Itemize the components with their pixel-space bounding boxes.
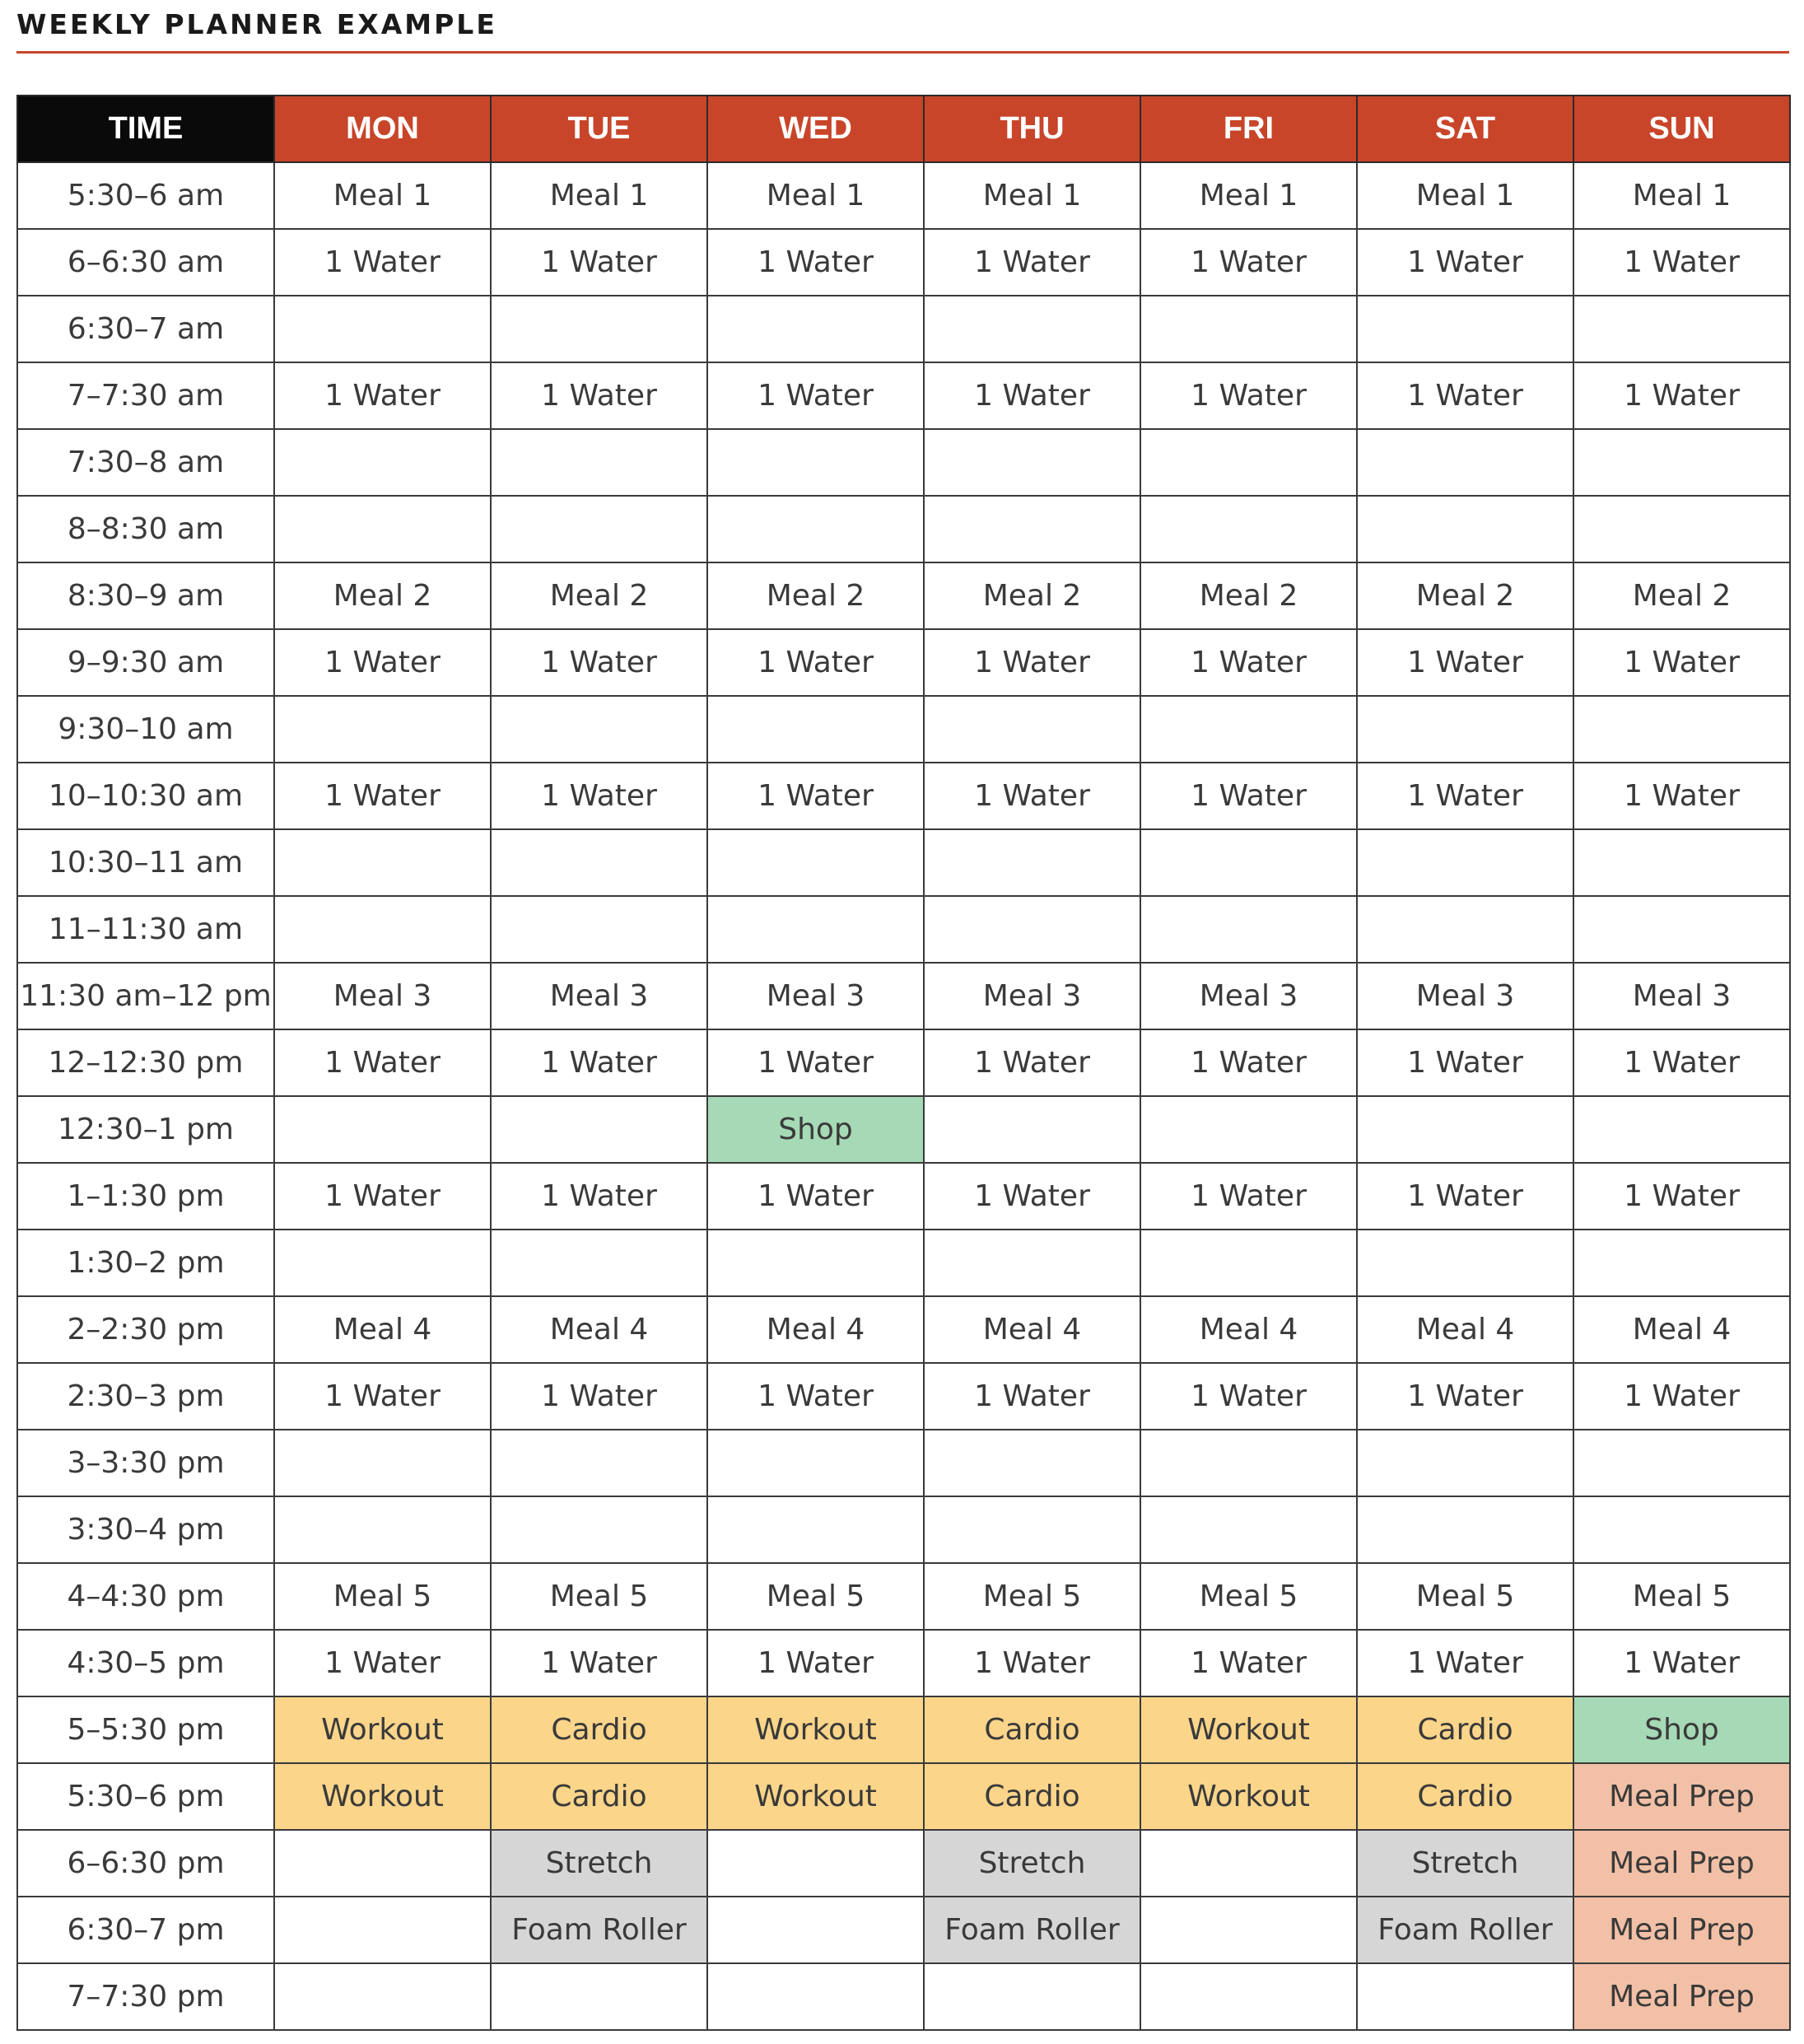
cell-sun: [1573, 296, 1790, 362]
cell-tue: [491, 1963, 707, 2030]
cell-mon: [274, 829, 491, 896]
table-row: [17, 1763, 1790, 1830]
time-slot-cell: 3:30–4 pm: [17, 1496, 274, 1563]
cell-wed: 1 Water: [707, 362, 924, 429]
cell-thu: [924, 1963, 1140, 2030]
cell-sun: [1573, 1096, 1790, 1163]
cell-sun: [1573, 1430, 1790, 1496]
cell-fri: 1 Water: [1140, 362, 1357, 429]
cell-wed: 1 Water: [707, 763, 924, 829]
time-slot-cell: 7:30–8 am: [17, 429, 274, 496]
cell-sun: 1 Water: [1573, 229, 1790, 296]
cell-wed: [707, 829, 924, 896]
table-row: [17, 696, 1790, 763]
cell-fri: 1 Water: [1140, 763, 1357, 829]
time-slot-cell: 1:30–2 pm: [17, 1230, 274, 1296]
time-slot-cell: 5–5:30 pm: [17, 1696, 274, 1763]
cell-thu: Cardio: [924, 1763, 1140, 1830]
time-slot-cell: 6:30–7 pm: [17, 1897, 274, 1963]
cell-sat: [1357, 1430, 1573, 1496]
cell-tue: 1 Water: [491, 362, 707, 429]
cell-fri: [1140, 1496, 1357, 1563]
weekly-planner-table: [16, 95, 1791, 2031]
time-slot-cell: 1–1:30 pm: [17, 1163, 274, 1230]
cell-sun: Meal Prep: [1573, 1763, 1790, 1830]
time-slot-cell: 6:30–7 am: [17, 296, 274, 362]
cell-thu: Meal 2: [924, 562, 1140, 629]
cell-fri: Meal 5: [1140, 1563, 1357, 1630]
cell-fri: Workout: [1140, 1696, 1357, 1763]
cell-sun: Meal Prep: [1573, 1963, 1790, 2030]
cell-mon: 1 Water: [274, 362, 491, 429]
cell-thu: [924, 1230, 1140, 1296]
cell-wed: [707, 1230, 924, 1296]
cell-sun: Meal 4: [1573, 1296, 1790, 1363]
cell-mon: Meal 1: [274, 162, 491, 229]
cell-sat: [1357, 296, 1573, 362]
table-row: [17, 429, 1790, 496]
cell-wed: [707, 1496, 924, 1563]
cell-tue: [491, 496, 707, 562]
cell-fri: [1140, 1230, 1357, 1296]
table-row: [17, 1830, 1790, 1897]
cell-fri: 1 Water: [1140, 629, 1357, 696]
time-slot-cell: 11:30 am–12 pm: [17, 963, 274, 1029]
cell-wed: Meal 1: [707, 162, 924, 229]
cell-sat: Meal 3: [1357, 963, 1573, 1029]
table-row: [17, 1363, 1790, 1430]
cell-thu: Meal 4: [924, 1296, 1140, 1363]
cell-sat: [1357, 429, 1573, 496]
cell-mon: Meal 5: [274, 1563, 491, 1630]
cell-thu: Meal 3: [924, 963, 1140, 1029]
cell-mon: 1 Water: [274, 629, 491, 696]
cell-fri: [1140, 1096, 1357, 1163]
cell-sat: 1 Water: [1357, 1363, 1573, 1430]
cell-thu: 1 Water: [924, 229, 1140, 296]
cell-thu: [924, 429, 1140, 496]
cell-thu: Meal 1: [924, 162, 1140, 229]
cell-mon: Meal 3: [274, 963, 491, 1029]
header-time: TIME: [17, 96, 274, 162]
cell-sat: Meal 4: [1357, 1296, 1573, 1363]
cell-mon: [274, 1830, 491, 1897]
cell-sat: [1357, 696, 1573, 763]
time-slot-cell: 11–11:30 am: [17, 896, 274, 963]
cell-tue: 1 Water: [491, 1630, 707, 1696]
table-row: [17, 1496, 1790, 1563]
cell-mon: [274, 1496, 491, 1563]
cell-thu: Foam Roller: [924, 1897, 1140, 1963]
planner-body: [17, 162, 1790, 2030]
cell-mon: Meal 4: [274, 1296, 491, 1363]
cell-mon: [274, 1897, 491, 1963]
cell-thu: Stretch: [924, 1830, 1140, 1897]
cell-fri: [1140, 829, 1357, 896]
header-wed: WED: [707, 96, 924, 162]
cell-thu: Cardio: [924, 1696, 1140, 1763]
cell-tue: Meal 5: [491, 1563, 707, 1630]
cell-thu: 1 Water: [924, 763, 1140, 829]
cell-mon: [274, 896, 491, 963]
table-row: [17, 162, 1790, 229]
cell-thu: [924, 696, 1140, 763]
cell-tue: [491, 896, 707, 963]
cell-thu: 1 Water: [924, 1630, 1140, 1696]
cell-fri: 1 Water: [1140, 1163, 1357, 1230]
cell-tue: Meal 1: [491, 162, 707, 229]
cell-wed: 1 Water: [707, 629, 924, 696]
cell-sat: [1357, 1496, 1573, 1563]
table-row: [17, 1163, 1790, 1230]
time-slot-cell: 4–4:30 pm: [17, 1563, 274, 1630]
cell-sat: 1 Water: [1357, 763, 1573, 829]
cell-fri: [1140, 1830, 1357, 1897]
time-slot-cell: 2–2:30 pm: [17, 1296, 274, 1363]
cell-sun: [1573, 829, 1790, 896]
header-row: [17, 96, 1790, 162]
cell-wed: Meal 5: [707, 1563, 924, 1630]
cell-sat: [1357, 896, 1573, 963]
cell-fri: [1140, 696, 1357, 763]
time-slot-cell: 6–6:30 am: [17, 229, 274, 296]
time-slot-cell: 5:30–6 pm: [17, 1763, 274, 1830]
cell-sun: [1573, 1496, 1790, 1563]
cell-mon: [274, 1430, 491, 1496]
cell-sat: Meal 5: [1357, 1563, 1573, 1630]
cell-sun: Meal 2: [1573, 562, 1790, 629]
cell-sun: [1573, 896, 1790, 963]
title-divider: [16, 51, 1789, 54]
cell-fri: [1140, 896, 1357, 963]
cell-sun: Meal 3: [1573, 963, 1790, 1029]
cell-wed: Workout: [707, 1763, 924, 1830]
cell-thu: [924, 829, 1140, 896]
table-row: [17, 562, 1790, 629]
time-slot-cell: 7–7:30 pm: [17, 1963, 274, 2030]
cell-wed: Meal 3: [707, 963, 924, 1029]
time-slot-cell: 10–10:30 am: [17, 763, 274, 829]
cell-mon: [274, 296, 491, 362]
cell-thu: [924, 1430, 1140, 1496]
cell-tue: [491, 429, 707, 496]
cell-tue: [491, 1430, 707, 1496]
cell-tue: [491, 1496, 707, 1563]
cell-fri: [1140, 496, 1357, 562]
cell-wed: [707, 696, 924, 763]
cell-fri: Meal 1: [1140, 162, 1357, 229]
time-slot-cell: 8–8:30 am: [17, 496, 274, 562]
cell-thu: 1 Water: [924, 1163, 1140, 1230]
cell-sat: 1 Water: [1357, 229, 1573, 296]
table-row: [17, 1897, 1790, 1963]
time-slot-cell: 4:30–5 pm: [17, 1630, 274, 1696]
cell-tue: Meal 4: [491, 1296, 707, 1363]
cell-tue: Meal 2: [491, 562, 707, 629]
cell-mon: [274, 429, 491, 496]
cell-wed: Meal 2: [707, 562, 924, 629]
cell-wed: [707, 1963, 924, 2030]
table-row: [17, 1630, 1790, 1696]
table-row: [17, 296, 1790, 362]
table-row: [17, 763, 1790, 829]
header-tue: TUE: [491, 96, 707, 162]
cell-tue: 1 Water: [491, 629, 707, 696]
cell-mon: 1 Water: [274, 1029, 491, 1096]
time-slot-cell: 8:30–9 am: [17, 562, 274, 629]
cell-sat: [1357, 829, 1573, 896]
cell-mon: [274, 1963, 491, 2030]
cell-fri: Workout: [1140, 1763, 1357, 1830]
cell-sun: [1573, 496, 1790, 562]
cell-mon: Workout: [274, 1696, 491, 1763]
header-thu: THU: [924, 96, 1140, 162]
cell-sun: 1 Water: [1573, 1630, 1790, 1696]
cell-wed: 1 Water: [707, 1630, 924, 1696]
cell-mon: Meal 2: [274, 562, 491, 629]
cell-thu: 1 Water: [924, 629, 1140, 696]
table-row: [17, 1230, 1790, 1296]
time-slot-cell: 5:30–6 am: [17, 162, 274, 229]
table-row: [17, 1430, 1790, 1496]
cell-sat: 1 Water: [1357, 1029, 1573, 1096]
cell-mon: 1 Water: [274, 1163, 491, 1230]
cell-tue: 1 Water: [491, 1029, 707, 1096]
table-row: [17, 362, 1790, 429]
header-fri: FRI: [1140, 96, 1357, 162]
cell-sun: Meal Prep: [1573, 1897, 1790, 1963]
header-sun: SUN: [1573, 96, 1790, 162]
cell-fri: 1 Water: [1140, 1363, 1357, 1430]
cell-wed: [707, 496, 924, 562]
cell-wed: 1 Water: [707, 1029, 924, 1096]
cell-tue: Stretch: [491, 1830, 707, 1897]
cell-tue: Cardio: [491, 1696, 707, 1763]
cell-sun: Meal 1: [1573, 162, 1790, 229]
cell-sat: Meal 1: [1357, 162, 1573, 229]
cell-wed: [707, 429, 924, 496]
cell-sun: Shop: [1573, 1696, 1790, 1763]
cell-mon: Workout: [274, 1763, 491, 1830]
cell-sun: 1 Water: [1573, 1029, 1790, 1096]
cell-mon: [274, 1230, 491, 1296]
table-row: [17, 963, 1790, 1029]
time-slot-cell: 12:30–1 pm: [17, 1096, 274, 1163]
cell-tue: 1 Water: [491, 1363, 707, 1430]
cell-tue: 1 Water: [491, 763, 707, 829]
table-row: [17, 496, 1790, 562]
cell-sun: Meal 5: [1573, 1563, 1790, 1630]
cell-fri: 1 Water: [1140, 1029, 1357, 1096]
cell-mon: [274, 696, 491, 763]
table-row: [17, 1296, 1790, 1363]
cell-sat: Meal 2: [1357, 562, 1573, 629]
cell-sat: 1 Water: [1357, 1630, 1573, 1696]
cell-tue: Cardio: [491, 1763, 707, 1830]
time-slot-cell: 3–3:30 pm: [17, 1430, 274, 1496]
cell-fri: [1140, 1430, 1357, 1496]
cell-thu: 1 Water: [924, 1029, 1140, 1096]
time-slot-cell: 7–7:30 am: [17, 362, 274, 429]
table-row: [17, 896, 1790, 963]
time-slot-cell: 2:30–3 pm: [17, 1363, 274, 1430]
cell-wed: 1 Water: [707, 229, 924, 296]
cell-sun: 1 Water: [1573, 629, 1790, 696]
cell-tue: Foam Roller: [491, 1897, 707, 1963]
cell-tue: [491, 1230, 707, 1296]
cell-sat: [1357, 496, 1573, 562]
table-row: [17, 1563, 1790, 1630]
table-row: [17, 229, 1790, 296]
time-slot-cell: 6–6:30 pm: [17, 1830, 274, 1897]
cell-wed: [707, 1897, 924, 1963]
cell-thu: [924, 296, 1140, 362]
table-row: [17, 829, 1790, 896]
cell-thu: [924, 1496, 1140, 1563]
cell-fri: [1140, 429, 1357, 496]
cell-sat: Cardio: [1357, 1696, 1573, 1763]
cell-sun: 1 Water: [1573, 362, 1790, 429]
cell-fri: Meal 4: [1140, 1296, 1357, 1363]
cell-sun: 1 Water: [1573, 1363, 1790, 1430]
cell-fri: [1140, 1897, 1357, 1963]
cell-mon: [274, 1096, 491, 1163]
cell-mon: 1 Water: [274, 1363, 491, 1430]
cell-sat: [1357, 1963, 1573, 2030]
cell-sat: Foam Roller: [1357, 1897, 1573, 1963]
cell-tue: [491, 696, 707, 763]
table-row: [17, 1963, 1790, 2030]
cell-wed: 1 Water: [707, 1363, 924, 1430]
cell-fri: [1140, 1963, 1357, 2030]
cell-wed: Shop: [707, 1096, 924, 1163]
cell-wed: Workout: [707, 1696, 924, 1763]
table-row: [17, 629, 1790, 696]
cell-wed: Meal 4: [707, 1296, 924, 1363]
header-mon: MON: [274, 96, 491, 162]
table-row: [17, 1096, 1790, 1163]
cell-thu: [924, 1096, 1140, 1163]
cell-sun: [1573, 696, 1790, 763]
cell-sat: 1 Water: [1357, 1163, 1573, 1230]
cell-wed: 1 Water: [707, 1163, 924, 1230]
time-slot-cell: 12–12:30 pm: [17, 1029, 274, 1096]
cell-mon: 1 Water: [274, 1630, 491, 1696]
header-sat: SAT: [1357, 96, 1573, 162]
cell-sun: 1 Water: [1573, 763, 1790, 829]
cell-tue: 1 Water: [491, 1163, 707, 1230]
cell-sat: 1 Water: [1357, 629, 1573, 696]
cell-tue: [491, 296, 707, 362]
cell-tue: [491, 1096, 707, 1163]
cell-sat: [1357, 1230, 1573, 1296]
time-slot-cell: 10:30–11 am: [17, 829, 274, 896]
cell-tue: [491, 829, 707, 896]
cell-fri: 1 Water: [1140, 1630, 1357, 1696]
cell-sun: Meal Prep: [1573, 1830, 1790, 1897]
cell-thu: 1 Water: [924, 1363, 1140, 1430]
table-row: [17, 1029, 1790, 1096]
cell-wed: [707, 896, 924, 963]
time-slot-cell: 9–9:30 am: [17, 629, 274, 696]
cell-wed: [707, 296, 924, 362]
table-row: [17, 1696, 1790, 1763]
cell-tue: 1 Water: [491, 229, 707, 296]
cell-mon: 1 Water: [274, 763, 491, 829]
cell-fri: Meal 2: [1140, 562, 1357, 629]
cell-thu: 1 Water: [924, 362, 1140, 429]
page-title: WEEKLY PLANNER EXAMPLE: [16, 8, 497, 40]
cell-sat: 1 Water: [1357, 362, 1573, 429]
time-slot-cell: 9:30–10 am: [17, 696, 274, 763]
cell-thu: [924, 496, 1140, 562]
cell-sat: Cardio: [1357, 1763, 1573, 1830]
cell-mon: 1 Water: [274, 229, 491, 296]
cell-fri: Meal 3: [1140, 963, 1357, 1029]
cell-sun: [1573, 429, 1790, 496]
cell-sun: 1 Water: [1573, 1163, 1790, 1230]
cell-sun: [1573, 1230, 1790, 1296]
cell-sat: [1357, 1096, 1573, 1163]
cell-fri: [1140, 296, 1357, 362]
cell-thu: Meal 5: [924, 1563, 1140, 1630]
cell-sat: Stretch: [1357, 1830, 1573, 1897]
cell-mon: [274, 496, 491, 562]
cell-fri: 1 Water: [1140, 229, 1357, 296]
cell-tue: Meal 3: [491, 963, 707, 1029]
cell-wed: [707, 1430, 924, 1496]
cell-thu: [924, 896, 1140, 963]
cell-wed: [707, 1830, 924, 1897]
